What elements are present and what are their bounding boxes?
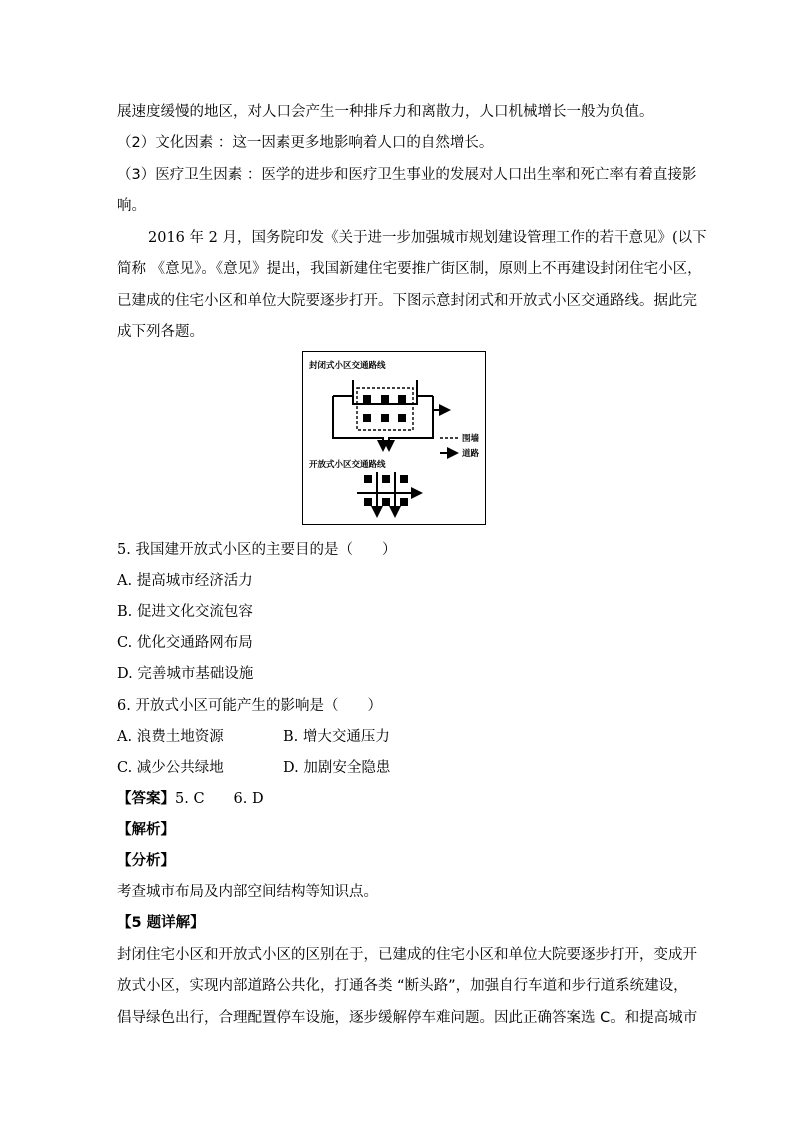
question-6-stem: 6. 开放式小区可能产生的影响是（ ） bbox=[117, 698, 382, 714]
answer-line bbox=[117, 789, 264, 809]
fenxi-label: 【分析】 bbox=[117, 853, 175, 869]
paragraph-line: （2）文化因素 ：这一因素更多地影响着人口的自然增长。 bbox=[117, 135, 494, 151]
building bbox=[381, 414, 389, 422]
detail-line: 倡导绿色出行，合理配置停车设施，逐步缓解停车难问题。因此正确答案选 C。和提高城市 bbox=[117, 1010, 698, 1026]
question-5-option-d: D. 完善城市基础设施 bbox=[117, 666, 254, 682]
paragraph-line: 响。 bbox=[117, 198, 146, 214]
detail-line: 放式小区，实现内部道路公共化，打通各类 “断头路”，加强自行车道和步行道系统建设， bbox=[117, 978, 688, 994]
question-5-option-b: B. 促进文化交流包容 bbox=[117, 604, 253, 620]
building bbox=[398, 395, 406, 403]
question-6-option-d: D. 加剧安全隐患 bbox=[283, 760, 391, 776]
legend-road-label: 道路 bbox=[462, 449, 480, 459]
building bbox=[400, 475, 408, 483]
detail-label: 【5 题详解】 bbox=[117, 915, 205, 931]
building bbox=[364, 475, 372, 483]
question-6-option-b: B. 增大交通压力 bbox=[283, 729, 390, 745]
open-title: 开放式小区交通路线 bbox=[309, 460, 386, 470]
building bbox=[382, 475, 390, 483]
paragraph-line: （3）医疗卫生因素 ：医学的进步和医疗卫生事业的发展对人口出生率和死亡率有着直接影 bbox=[117, 167, 697, 183]
figure-drawing bbox=[303, 352, 487, 526]
paragraph-line: 展速度缓慢的地区，对人口会产生一种排斥力和离散力，人口机械增长一般为负值。 bbox=[117, 104, 654, 120]
building bbox=[363, 395, 371, 403]
question-6-option-c: C. 减少公共绿地 bbox=[117, 760, 224, 776]
question-6-option-a: A. 浪费土地资源 bbox=[117, 729, 224, 745]
closed-title: 封闭式小区交通路线 bbox=[309, 361, 386, 371]
building bbox=[363, 414, 371, 422]
wall-boundary bbox=[357, 388, 413, 430]
question-5-option-c: C. 优化交通路网布局 bbox=[117, 635, 253, 651]
building bbox=[382, 498, 390, 506]
building bbox=[398, 414, 406, 422]
fenxi-text: 考查城市布局及内部空间结构等知识点。 bbox=[117, 884, 378, 900]
detail-line: 封闭住宅小区和开放式小区的区别在于，已建成的住宅小区和单位大院要逐步打开，变成开 bbox=[117, 947, 697, 963]
answer-label: 【答案】 bbox=[117, 790, 175, 807]
question-5-option-a: A. 提高城市经济活力 bbox=[117, 573, 253, 589]
paragraph-line: 简称 《意见》。《意见》提出，我国新建住宅要推广街区制，原则上不再建设封闭住宅小区， bbox=[117, 261, 702, 277]
legend-wall-label: 围墙 bbox=[462, 434, 480, 444]
building bbox=[381, 395, 389, 403]
answer-text: 5. C 6. D bbox=[175, 791, 264, 807]
traffic-route-figure bbox=[302, 351, 486, 525]
paragraph-line: 已建成的住宅小区和单位大院要逐步打开。下图示意封闭式和开放式小区交通路线。据此完 bbox=[117, 293, 697, 309]
paragraph-line: 成下列各题。 bbox=[117, 324, 204, 340]
paragraph-line: 2016 年 2 月，国务院印发《关于进一步加强城市规划建设管理工作的若干意见》(以下 bbox=[148, 230, 707, 246]
analysis-label: 【解析】 bbox=[117, 822, 175, 838]
building bbox=[400, 498, 408, 506]
question-5-stem: 5. 我国建开放式小区的主要目的是（ ） bbox=[117, 542, 397, 558]
building bbox=[364, 498, 372, 506]
